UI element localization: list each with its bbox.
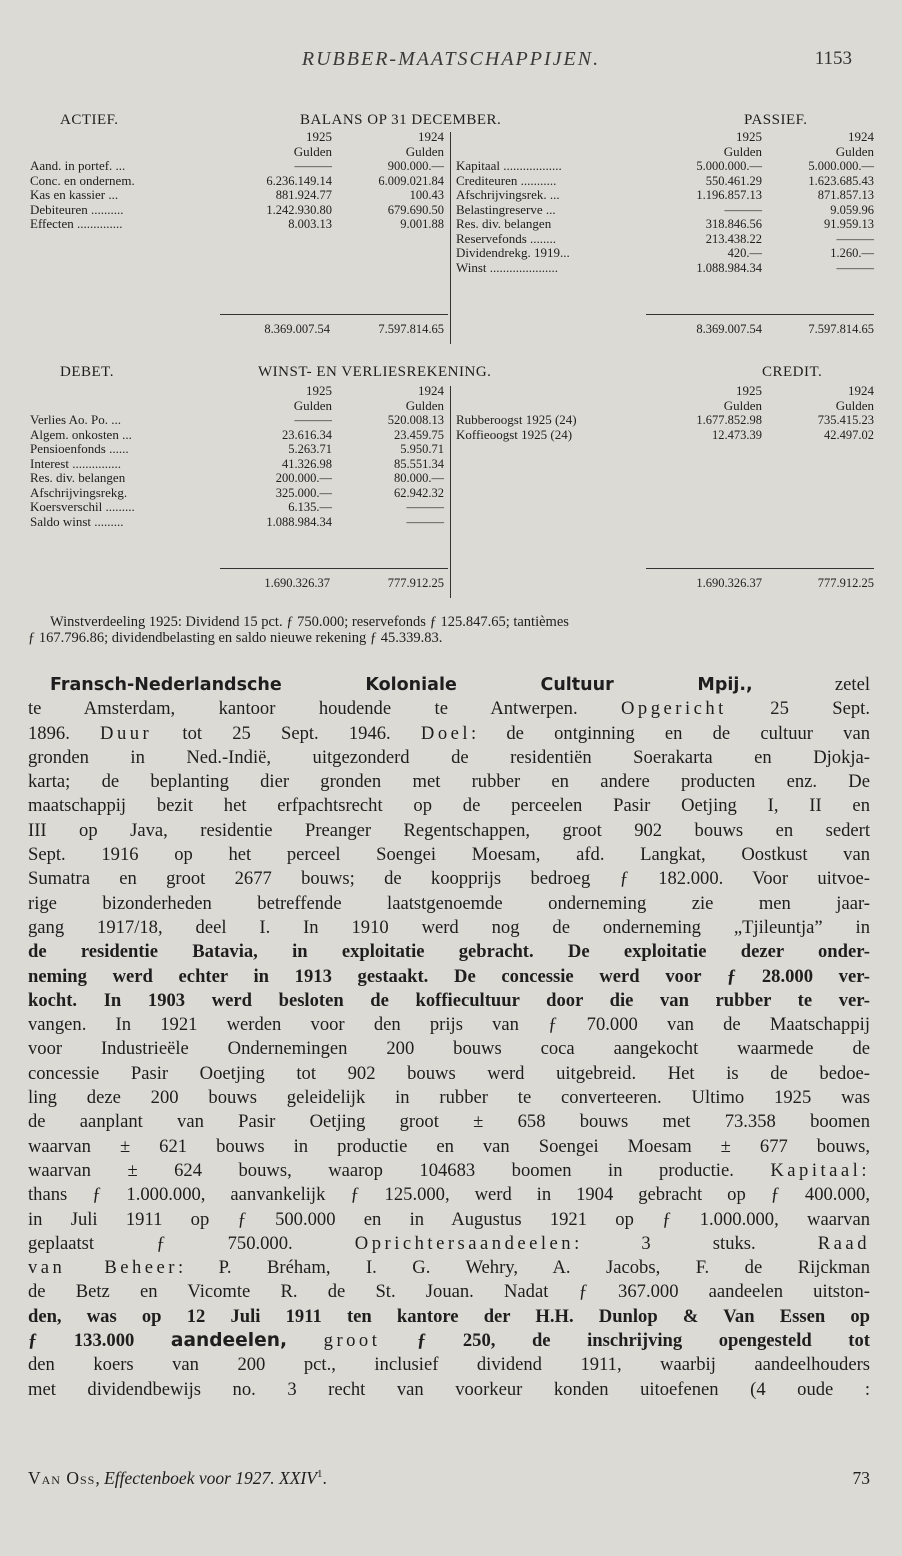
table-row	[456, 188, 874, 203]
year-header: 1925	[306, 129, 332, 144]
table-row	[456, 428, 874, 443]
table-row	[30, 159, 444, 174]
value-1925: ———	[294, 159, 332, 173]
page-footer: Van Oss, Effectenboek voor 1927. XXIV$^1$. 73	[28, 1468, 870, 1488]
table-row	[456, 232, 874, 247]
value-1924: 900.000.—	[387, 159, 444, 173]
value-1925: 6.135.—	[288, 500, 332, 514]
value-1924: 80.000.—	[394, 471, 444, 485]
value-1924: 100.43	[409, 188, 444, 202]
pl-left-heading: DEBET.	[60, 364, 114, 380]
value-1924: 42.497.02	[824, 427, 874, 442]
value-1924: 735.415.23	[817, 413, 874, 427]
pl-debet-table	[30, 384, 444, 529]
pl-total-left-1925: 1.690.326.37	[264, 576, 330, 590]
table-row	[456, 413, 874, 428]
value-1925: 881.924.77	[275, 188, 332, 202]
winst-verdeeling-note	[28, 614, 870, 646]
table-row	[456, 159, 874, 174]
year-header: 1924	[848, 129, 874, 144]
balance-total-left-1924: 7.597.814.65	[378, 322, 444, 336]
year-header: 1924	[418, 383, 444, 398]
row-label: Koffieoogst 1925 (24)	[456, 426, 573, 442]
value-1924: 85.551.34	[394, 456, 444, 471]
unit-header: Gulden	[293, 143, 332, 159]
row-label: Pensioenfonds ......	[30, 441, 129, 456]
table-row	[456, 246, 874, 261]
row-label: Afschrijvingsrek. ...	[456, 187, 560, 202]
year-header: 1925	[736, 129, 762, 144]
table-row	[30, 217, 444, 232]
value-1924: 23.459.75	[394, 427, 444, 442]
value-1925: 23.616.34	[282, 427, 332, 442]
value-1925: 8.003.13	[288, 217, 332, 231]
value-1925: 41.326.98	[282, 456, 332, 471]
table-row	[30, 174, 444, 189]
row-label: Res. div. belangen	[456, 216, 552, 231]
table-row	[30, 515, 444, 530]
value-1925: 1.677.852.98	[696, 413, 762, 427]
unit-header: Gulden	[405, 143, 444, 159]
row-label: Rubberoogst 1925 (24)	[456, 412, 577, 427]
value-1925: ———	[724, 202, 762, 217]
row-label: Verlies Ao. Po. ...	[30, 412, 121, 427]
balance-actief-table	[30, 130, 444, 232]
table-row	[30, 457, 444, 472]
year-header: 1924	[848, 383, 874, 398]
value-1924: 9.001.88	[400, 217, 444, 231]
value-1924: ———	[406, 514, 444, 529]
value-1925: ———	[294, 413, 332, 427]
balance-total-right-1924: 7.597.814.65	[808, 322, 874, 336]
value-1924: 520.008.13	[387, 413, 444, 427]
pl-right-heading: CREDIT.	[762, 364, 823, 380]
value-1925: 1.242.930.80	[266, 202, 332, 217]
year-header: 1925	[306, 383, 332, 398]
unit-header: Gulden	[835, 143, 874, 159]
page-header	[0, 48, 902, 78]
balance-passief-table	[456, 130, 874, 275]
value-1925: 213.438.22	[705, 231, 762, 246]
running-title: RUBBER-MAATSCHAPPIJEN.	[301, 48, 601, 70]
table-row	[30, 188, 444, 203]
value-1925: 5.000.000.—	[696, 159, 762, 173]
value-1924: 679.690.50	[387, 202, 444, 217]
value-1924: 6.009.021.84	[378, 173, 444, 188]
row-label: Afschrijvingsrekg.	[30, 484, 128, 500]
balance-right-heading: PASSIEF.	[744, 112, 808, 128]
row-label: Interest ...............	[30, 455, 121, 471]
table-row	[30, 442, 444, 457]
note-line: Winstverdeeling 1925: Dividend 15 pct. ƒ 750.000; reservefonds ƒ 125.847.65; tantièmes	[50, 614, 569, 630]
row-label: Dividendrekg. 1919...	[456, 245, 570, 260]
value-1925: 6.236.149.14	[266, 173, 332, 188]
value-1925: 318.846.56	[705, 217, 762, 231]
value-1924: 62.942.32	[394, 485, 444, 500]
value-1925: 1.088.984.34	[696, 260, 762, 275]
pl-total-right-1925: 1.690.326.37	[696, 576, 762, 590]
unit-header: Gulden	[835, 397, 874, 413]
footer-book-title: , Effectenboek voor 1927. XXIV	[95, 1468, 317, 1488]
value-1924: 1.260.—	[830, 246, 874, 260]
balance-left-heading: ACTIEF.	[60, 112, 119, 128]
table-row	[30, 413, 444, 428]
note-line: ƒ 167.796.86; dividendbelasting en saldo nieuwe rekening ƒ 45.339.83.	[28, 630, 443, 646]
unit-header: Gulden	[723, 397, 762, 413]
year-header: 1925	[736, 383, 762, 398]
value-1924: 1.623.685.43	[808, 173, 874, 188]
value-1924: 871.857.13	[817, 188, 874, 202]
row-label: Aand. in portef. ...	[30, 158, 126, 173]
row-label: Res. div. belangen	[30, 470, 126, 485]
company-description: Fransch-Nederlandsche Koloniale Cultuur Mpij., zetel te Amsterdam, kantoor houdende te Antwerpen. Opgericht 25 Sept. 1896. Duur tot 25 Sept. 1946. Doel: de ontginning en de cultuur van gronden in Ned.-Indië, uitgezonderd de residentiën Soerakarta en Djokja- karta; de beplanting dier gronden met rubber en andere producten enz. De maatschappij bezit het erfpachtsrecht op de perceelen Pasir Oetjing I, II en III op Java, residentie Preanger Regentschappen, groot 902 bouws en sedert Sept. 1916 op het perceel Soengei Moesam, afd. Langkat, Oostkust van Sumatra en groot 2677 bouws; de koopprijs bedroeg ƒ 182.000. Voor uitvoe- rige bizonderheden betreffende laatstgenoemde onderneming zie men jaar- gang 1917/18, deel I. In 1910 werd nog de onderneming „Tjileuntja” in de residentie Batavia, in exploitatie gebracht. De exploitatie dezer onder- neming werd echter in 1913 gestaakt. De concessie werd voor ƒ 28.000 ver- kocht. In 1903 werd besloten de koffiecultuur door die van rubber te ver- vangen. In 1921 werden voor den prijs van ƒ 70.000 van de Maatschappij voor Industrieële Ondernemingen 200 bouws coca aangekocht waarmede de concessie Pasir Ooetjing tot 902 bouws werd uitgebreid. Het is de bedoe- ling deze 200 bouws geleidelijk in rubber te converteeren. Ultimo 1925 was de aanplant van Pasir Oetjing groot ± 658 bouws met 73.358 boomen waarvan ± 621 bouws in productie en van Soengei Moesam ± 677 bouws, waarvan ± 624 bouws, waarop 104683 boomen in productie. Kapitaal: thans ƒ 1.000.000, aanvankelijk ƒ 125.000, werd in 1904 gebracht op ƒ 400.000, in Juli 1911 op ƒ 500.000 en in Augustus 1921 op ƒ 1.000.000, waarvan geplaatst ƒ 750.000. Oprichtersaandeelen: 3 stuks. Raad van Beheer: P. Bréham, I. G. Wehry, A. Jacobs, F. de Rijckman de Betz en Vicomte R. de St. Jouan. Nadat ƒ 367.000 aandeelen uitston- den, was op 12 Juli 1911 ten kantore der H.H. Dunlop & Van Essen op ƒ 133.000 aandeelen, groot ƒ 250, de inschrijving opengesteld tot den koers van 200 pct., inclusief dividend 1911, waarbij aandeelhouders met dividendbewijs no. 3 recht van voorkeur konden uitoefenen (4 oude :	[28, 674, 871, 1400]
value-1924: 91.959.13	[824, 217, 874, 231]
row-label: Kapitaal ..................	[456, 158, 562, 173]
value-1925: 200.000.—	[275, 471, 332, 485]
row-label: Conc. en ondernem.	[30, 172, 135, 188]
value-1925: 1.196.857.13	[696, 188, 762, 202]
pl-total-left-1924: 777.912.25	[387, 576, 444, 590]
row-label: Winst .....................	[456, 259, 559, 275]
row-label: Reservefonds ........	[456, 230, 557, 246]
page-number: 1153	[814, 48, 852, 69]
table-row	[30, 203, 444, 218]
row-label: Kas en kassier ...	[30, 187, 119, 202]
value-1924: ———	[406, 500, 444, 514]
row-label: Saldo winst .........	[30, 513, 124, 529]
value-1925: 1.088.984.34	[266, 514, 332, 529]
company-name: Fransch-Nederlandsche Koloniale Cultuur Mpij.,	[50, 675, 753, 695]
pl-credit-table	[456, 384, 874, 442]
row-label: Algem. onkosten ...	[30, 426, 132, 442]
value-1924: ———	[836, 231, 874, 246]
value-1925: 5.263.71	[288, 442, 332, 456]
row-label: Koersverschil .........	[30, 499, 135, 514]
table-row	[456, 174, 874, 189]
unit-header: Gulden	[293, 397, 332, 413]
unit-header: Gulden	[405, 397, 444, 413]
pl-title: WINST- EN VERLIESREKENING.	[258, 364, 492, 380]
table-row	[456, 261, 874, 276]
balance-total-right-1925: 8.369.007.54	[696, 322, 762, 336]
value-1924: 5.950.71	[400, 442, 444, 456]
row-label: Debiteuren ..........	[30, 201, 124, 217]
value-1925: 325.000.—	[275, 485, 332, 500]
year-header: 1924	[418, 129, 444, 144]
footer-page-number: 73	[852, 1468, 870, 1488]
table-row	[30, 500, 444, 515]
table-row	[30, 471, 444, 486]
row-label: Belastingreserve ...	[456, 201, 556, 217]
footer-publisher: Van Oss	[28, 1468, 96, 1488]
value-1925: 420.—	[727, 246, 762, 260]
value-1924: ———	[836, 260, 874, 275]
value-1925: 12.473.39	[712, 427, 762, 442]
balance-total-left-1925: 8.369.007.54	[264, 322, 330, 336]
value-1924: 9.059.96	[830, 202, 874, 217]
table-row	[30, 428, 444, 443]
table-row	[456, 217, 874, 232]
row-label: Effecten ..............	[30, 216, 123, 231]
table-row	[456, 203, 874, 218]
row-label: Crediteuren ...........	[456, 172, 557, 188]
unit-header: Gulden	[723, 143, 762, 159]
balance-title: BALANS OP 31 DECEMBER.	[300, 112, 502, 128]
table-row	[30, 486, 444, 501]
value-1925: 550.461.29	[705, 173, 762, 188]
value-1924: 5.000.000.—	[808, 159, 874, 173]
pl-total-right-1924: 777.912.25	[817, 576, 874, 590]
